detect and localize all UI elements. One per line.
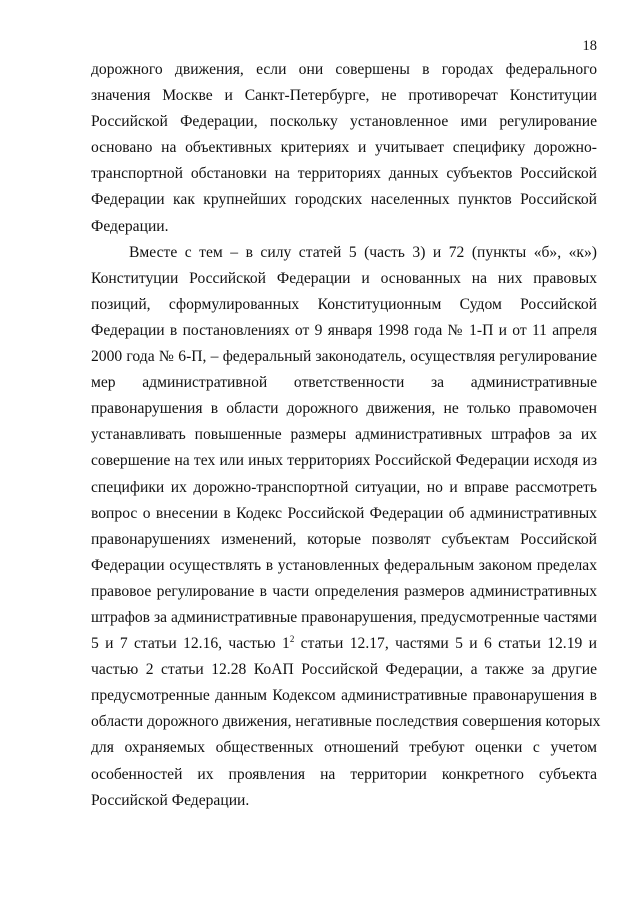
text-line: Российской Федерации, поскольку установленное ими регулирование [91, 113, 597, 131]
text-line: частью 2 статьи 12.28 КоАП Российской Федерации, а также за другие [91, 661, 597, 679]
text-line: дорожного движения, если они совершены в городах федерального [91, 61, 597, 78]
line-text-after: статьи 12.17, частями 5 и 6 статьи 12.19 и [294, 635, 597, 653]
text-line: особенностей их проявления на территории конкретного субъекта [91, 765, 597, 783]
paragraph-1 [91, 57, 597, 240]
text-line: значения Москве и Санкт-Петербурге, не противоречат Конституции [91, 87, 597, 105]
text-line: устанавливать повышенные размеры административных штрафов за их [91, 426, 597, 444]
text-line: совершение на тех или иных территориях Российской Федерации исходя из [91, 452, 597, 470]
text-line: Конституции Российской Федерации и основанных на них правовых [91, 269, 597, 287]
text-line: мер административной ответственности за административные [91, 374, 597, 392]
text-line: Федерации в постановлениях от 9 января 1998 года № 1-П и от 11 апреля [91, 321, 597, 339]
text-line: правонарушениях изменений, которые позволят субъектам Российской [91, 530, 597, 548]
text-line: 2000 года № 6-П, – федеральный законодатель, осуществляя регулирование [91, 348, 597, 366]
text-line: Федерации как крупнейших городских населенных пунктов Российской [91, 191, 597, 209]
text-line: Российской Федерации. [91, 791, 250, 809]
text-line: транспортной обстановки на территориях данных субъектов Российской [91, 165, 597, 183]
text-line: области дорожного движения, негативные последствия совершения которых [91, 713, 601, 731]
paragraph-2 [91, 240, 601, 814]
text-line: специфики их дорожно-транспортной ситуации, но и вправе рассмотреть [91, 478, 597, 496]
superscript: 2 [289, 634, 295, 645]
text-line: предусмотренные данным Кодексом административные правонарушения в [91, 687, 597, 705]
text-line-with-superscript [91, 631, 597, 657]
text-line: Вместе с тем – в силу статей 5 (часть 3) и 72 (пункты «б», «к») [129, 243, 597, 261]
text-line: позиций, сформулированных Конституционным Судом Российской [91, 295, 597, 313]
text-line: Федерации осуществлять в установленных федеральным законом пределах [91, 556, 597, 574]
text-line: основано на объективных критериях и учитывает специфику дорожно- [91, 139, 597, 157]
text-line: Федерации. [91, 217, 169, 235]
text-line: для охраняемых общественных отношений требуют оценки с учетом [91, 739, 597, 757]
line-text-before: 5 и 7 статьи 12.16, частью 1 [91, 635, 290, 653]
text-line: вопрос о внесении в Кодекс Российской Федерации об административных [91, 504, 597, 522]
text-line: правовое регулирование в части определения размеров административных [91, 582, 597, 600]
text-line: штрафов за административные правонарушения, предусмотренные частями [91, 608, 597, 626]
document-body [91, 57, 601, 814]
text-line: правонарушения в области дорожного движения, не только правомочен [91, 400, 597, 418]
page-number: 18 [582, 38, 597, 54]
